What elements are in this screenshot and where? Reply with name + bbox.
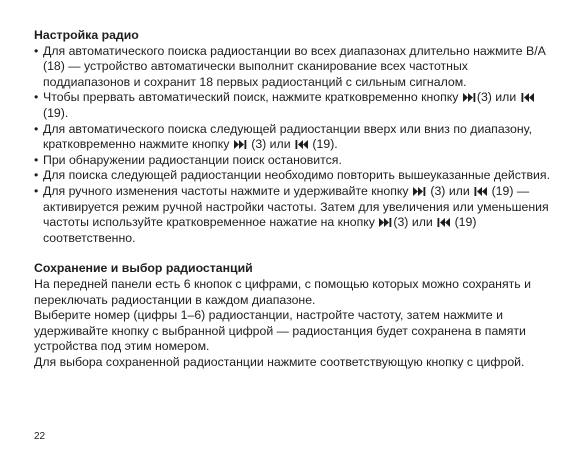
next-track-icon: [413, 187, 426, 196]
page-number: 22: [34, 431, 46, 442]
bullet-text: (19) соответственно.: [43, 215, 477, 245]
bullet-search-stops: [34, 153, 556, 169]
previous-track-icon: [437, 218, 450, 227]
bullet-text: Для поиска следующей радиостанции необходимо повторить вышеуказанные действия.: [43, 168, 550, 183]
section-title-radio-setup: Настройка радио: [34, 28, 139, 42]
bullet-next-station: [34, 122, 556, 153]
bullet-text: (3) или: [476, 90, 520, 105]
paragraph-select-station: Для выбора сохраненной радиостанции нажмите соответствующую кнопку с цифрой.: [34, 354, 525, 369]
bullet-text: (19).: [43, 105, 69, 120]
previous-track-icon: [521, 93, 534, 102]
bullet-text: (19) — активируется режим ручной настройки частоты. Затем для увеличения или уменьшения частоты используйте кратковременное нажатие на кнопку: [43, 183, 549, 230]
bullet-text: (3) или: [426, 183, 474, 198]
previous-track-icon: [474, 187, 487, 196]
next-track-icon: [463, 93, 476, 102]
bullet-text: При обнаружении радиостанции поиск остановится.: [43, 152, 342, 167]
paragraph-save-station: Выберите номер (цифры 1–6) радиостанции, настройте частоту, затем нажмите и удерживайте кнопку с выбранной цифрой — радиостанция будет сохранена в памяти устройства под этим номером.: [34, 308, 526, 354]
bullet-manual-tuning: [34, 184, 556, 246]
bullet-text: Для автоматического поиска радиостанции во всех диапазонах длительно нажмите B/A (18) — устройство автоматически выполнит сканирование всех частотных поддиапазонов и сохранит 18 первых радиостанций с сильным сигналом.: [43, 43, 546, 89]
bullet-text: (19).: [309, 137, 338, 152]
page-content: [34, 28, 556, 370]
bullet-auto-search: [34, 44, 556, 91]
bullet-text: (3) или: [393, 215, 437, 230]
next-track-icon: [379, 218, 392, 227]
bullet-text: Чтобы прервать автоматический поиск, нажмите кратковременно кнопку: [43, 90, 462, 105]
section-title-save-select: Сохранение и выбор радиостанций: [34, 261, 253, 276]
bullet-text: (3) или: [247, 137, 295, 152]
bullet-repeat: [34, 168, 556, 184]
previous-track-icon: [295, 140, 308, 149]
bullet-text: Для ручного изменения частоты нажмите и удерживайте кнопку: [43, 183, 412, 198]
bullet-stop-search: [34, 90, 556, 121]
bullet-text: Для автоматического поиска следующей радиостанции вверх или вниз по диапазону, кратковременно нажмите кнопку: [43, 121, 532, 152]
section-gap: [34, 246, 556, 261]
paragraph-preset-buttons: На передней панели есть 6 кнопок с цифрами, с помощью которых можно сохранять и переключать радиостанции в каждом диапазоне.: [34, 276, 531, 307]
next-track-icon: [234, 140, 247, 149]
